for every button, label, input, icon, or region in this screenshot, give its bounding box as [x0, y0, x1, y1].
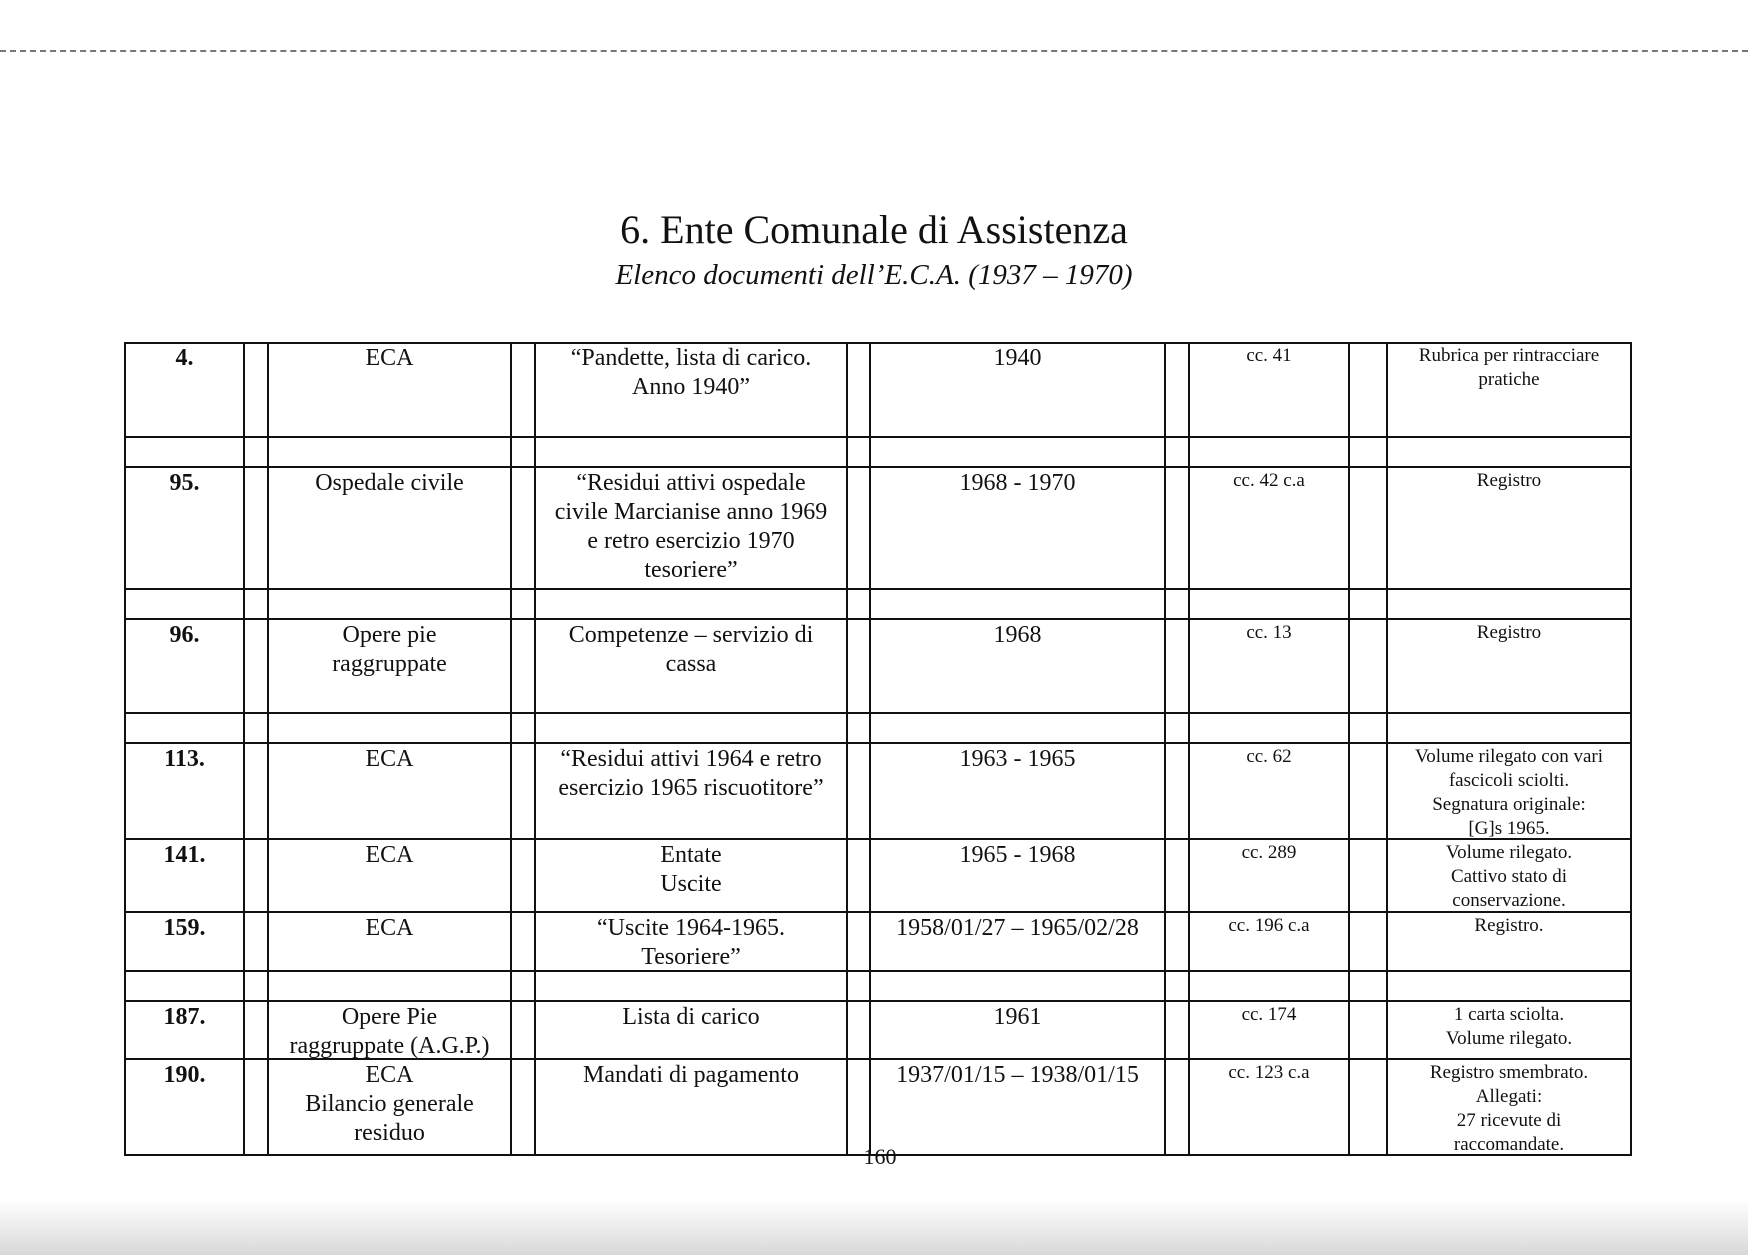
row-date: 1961 [993, 1004, 1042, 1030]
row-title: “Residui attivi 1964 e retro esercizio 1965 riscuotitore” [558, 746, 824, 801]
row-title: Lista di carico [622, 1004, 760, 1030]
row-date: 1958/01/27 – 1965/02/28 [896, 915, 1139, 941]
table-rule [124, 742, 1632, 744]
row-cc: cc. 13 [1246, 622, 1292, 643]
row-ente: ECA [365, 345, 414, 371]
row-cc: cc. 42 c.a [1233, 470, 1305, 491]
row-number: 4. [175, 345, 194, 371]
row-note: Volume rilegato. Cattivo stato di conservazione. [1445, 842, 1573, 911]
row-number: 190. [163, 1062, 206, 1088]
row-note: Registro smembrato. Allegati: 27 ricevute di raccomandate. [1429, 1062, 1589, 1155]
row-cc: cc. 62 [1246, 746, 1292, 767]
row-date: 1937/01/15 – 1938/01/15 [896, 1062, 1139, 1088]
table-rule [124, 618, 1632, 620]
row-ente: Ospedale civile [315, 470, 464, 496]
row-number: 95. [169, 470, 200, 496]
table-rule [124, 970, 1632, 972]
table-rule [124, 712, 1632, 714]
row-cc: cc. 174 [1241, 1004, 1297, 1025]
row-date: 1968 - 1970 [959, 470, 1076, 496]
row-title: Mandati di pagamento [583, 1062, 799, 1088]
page-subtitle: Elenco documenti dell’E.C.A. (1937 – 1970) [615, 259, 1133, 291]
table-rule [124, 466, 1632, 468]
row-cc: cc. 196 c.a [1228, 915, 1310, 936]
row-cc: cc. 289 [1241, 842, 1297, 863]
row-note: Registro. [1474, 915, 1544, 936]
row-note: Volume rilegato con vari fascicoli sciolti. Segnatura originale: [G]s 1965. [1414, 746, 1603, 839]
row-number: 159. [163, 915, 206, 941]
scan-edge-shadow [0, 1200, 1748, 1255]
row-title: “Pandette, lista di carico. Anno 1940” [570, 345, 812, 400]
table-rule [1348, 342, 1350, 1154]
row-note: Rubrica per rintracciare pratiche [1418, 345, 1600, 390]
row-number: 113. [164, 746, 205, 772]
row-note: Registro [1476, 470, 1542, 491]
row-cc: cc. 123 c.a [1228, 1062, 1310, 1083]
row-ente: Opere Pie raggruppate (A.G.P.) [289, 1004, 490, 1059]
row-date: 1968 [993, 622, 1042, 648]
row-number: 187. [163, 1004, 206, 1030]
page-number: 160 [863, 1144, 897, 1169]
row-ente: Opere pie raggruppate [332, 622, 447, 677]
table-rule [510, 342, 512, 1154]
row-number: 141. [163, 842, 206, 868]
row-title: Competenze – servizio di cassa [568, 622, 814, 677]
row-ente: ECA [365, 915, 414, 941]
row-note: Registro [1476, 622, 1542, 643]
row-date: 1965 - 1968 [959, 842, 1076, 868]
row-cc: cc. 41 [1246, 345, 1292, 366]
row-note: 1 carta sciolta. Volume rilegato. [1445, 1004, 1573, 1049]
page-title: 6. Ente Comunale di Assistenza [620, 207, 1128, 252]
row-date: 1940 [993, 345, 1042, 371]
row-number: 96. [169, 622, 200, 648]
table-rule [124, 436, 1632, 438]
row-ente: ECA Bilancio generale residuo [305, 1062, 474, 1146]
table-rule [1164, 342, 1166, 1154]
row-title: “Uscite 1964-1965. Tesoriere” [597, 915, 785, 970]
table-rule [124, 1000, 1632, 1002]
row-ente: ECA [365, 842, 414, 868]
table-rule [243, 342, 245, 1154]
row-title: “Residui attivi ospedale civile Marcianise anno 1969 e retro esercizio 1970 tesoriere” [554, 470, 828, 583]
row-ente: ECA [365, 746, 414, 772]
table-rule [124, 588, 1632, 590]
table-rule [846, 342, 848, 1154]
row-title: Entate Uscite [660, 842, 722, 897]
row-date: 1963 - 1965 [959, 746, 1076, 772]
table-rule [1630, 342, 1632, 1154]
